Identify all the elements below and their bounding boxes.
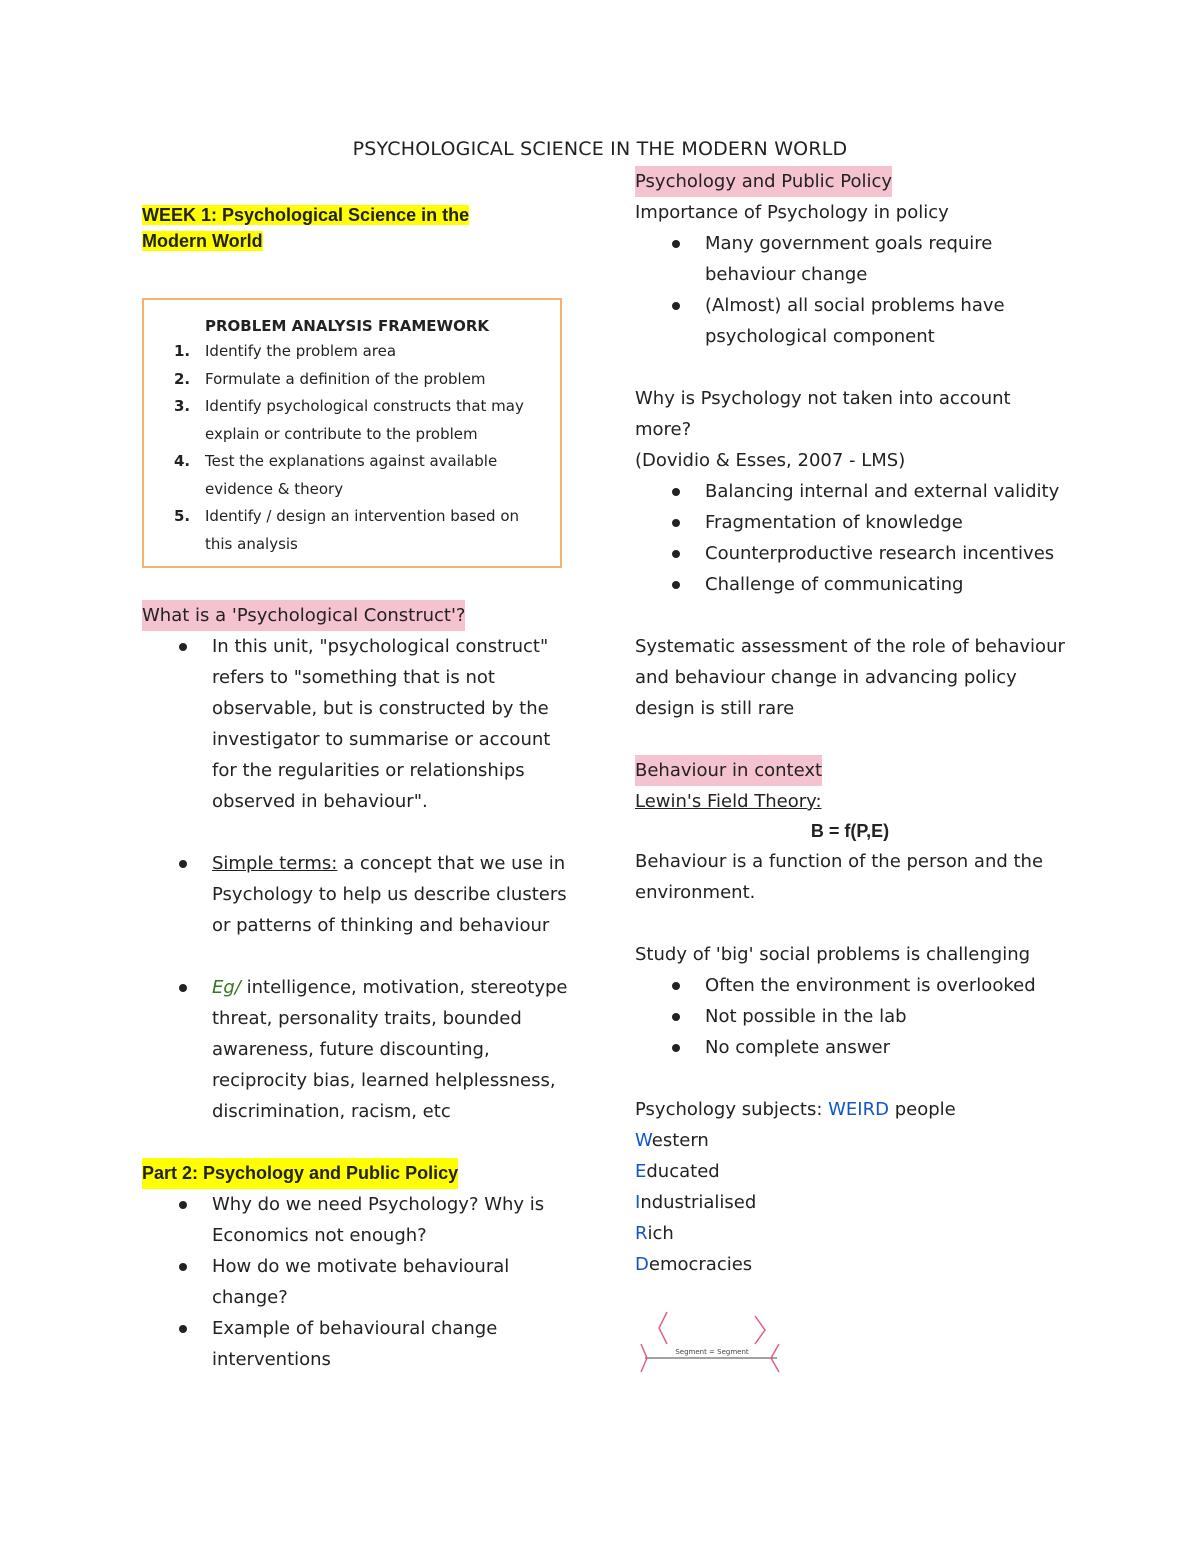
big-problems-text: Study of 'big' social problems is challenging: [635, 944, 1031, 965]
list-item: Challenge of communicating: [635, 569, 1065, 600]
list-item: Why do we need Psychology? Why is Economics not enough?: [142, 1189, 572, 1251]
part2-heading: Part 2: Psychology and Public Policy: [142, 1158, 458, 1189]
week-heading-line1: WEEK 1: Psychological Science in the: [142, 205, 470, 225]
right-arrow-head: [755, 1316, 765, 1344]
list-item: Many government goals require behaviour change: [635, 228, 1065, 290]
problem-analysis-framework-box: [142, 298, 562, 568]
bullet-icon: [179, 1325, 187, 1333]
list-item: Example of behavioural change interventions: [142, 1313, 572, 1375]
muller-lyer-diagram: [637, 1300, 787, 1386]
weird-item: Western: [635, 1130, 709, 1151]
list-item: Counterproductive research incentives: [635, 538, 1065, 569]
spacer: [635, 1063, 1065, 1094]
policy-heading: Psychology and Public Policy: [635, 166, 892, 197]
list-item: In this unit, "psychological construct" refers to "something that is not observable, but is constructed by the investigator to summarise or account for the regularities or relationships observed in behaviour".: [142, 631, 572, 817]
weird-item: Rich: [635, 1223, 674, 1244]
bullet-icon: [672, 488, 680, 496]
context-heading: Behaviour in context: [635, 755, 822, 786]
weird-item: Democracies: [635, 1254, 753, 1275]
spacer: [635, 352, 1065, 383]
document-title: PSYCHOLOGICAL SCIENCE IN THE MODERN WORLD: [352, 138, 848, 160]
list-item: Balancing internal and external validity: [635, 476, 1065, 507]
spacer: [142, 941, 572, 972]
bullet-icon: [672, 581, 680, 589]
bullet-icon: [179, 984, 187, 992]
part2-list: [142, 1189, 572, 1375]
importance-text: Importance of Psychology in policy: [635, 202, 949, 223]
framework-item: 2. Formulate a definition of the problem: [174, 369, 486, 388]
list-item: Simple terms: a concept that we use in Psychology to help us describe clusters or patterns of thinking and behaviour: [142, 848, 572, 941]
week-heading-line2: Modern World: [142, 231, 263, 251]
bullet-icon: [672, 1013, 680, 1021]
list-item: Eg/ intelligence, motivation, stereotype threat, personality traits, bounded awareness, future discounting, reciprocity bias, learned helplessness, discrimination, racism, etc: [142, 972, 572, 1127]
bullet-icon: [672, 1044, 680, 1052]
list-item: Often the environment is overlooked: [635, 970, 1065, 1001]
bullet-icon: [179, 860, 187, 868]
diagram-label: Segment = Segment: [675, 1348, 749, 1356]
construct-heading: What is a 'Psychological Construct'?: [142, 600, 465, 631]
bullet-icon: [672, 519, 680, 527]
left-column: [142, 202, 572, 254]
left-arrow-head: [659, 1312, 667, 1344]
bullet-icon: [672, 550, 680, 558]
spacer: [142, 1127, 572, 1158]
list-item: Not possible in the lab: [635, 1001, 1065, 1032]
why-text: Why is Psychology not taken into account more?: [635, 388, 1011, 440]
left-column-lower: [142, 600, 572, 1375]
big-problems-list: [635, 970, 1065, 1063]
bullet-icon: [179, 643, 187, 651]
list-item: How do we motivate behavioural change?: [142, 1251, 572, 1313]
weird-item: Industrialised: [635, 1192, 757, 1213]
framework-item: 4. Test the explanations against available evidence & theory: [174, 452, 498, 498]
week-heading: [142, 202, 572, 254]
systematic-text: Systematic assessment of the role of behaviour and behaviour change in advancing policy design is still rare: [635, 636, 1065, 719]
framework-item: 1. Identify the problem area: [174, 342, 397, 360]
spacer: [635, 724, 1065, 755]
list-item: Fragmentation of knowledge: [635, 507, 1065, 538]
list-item: (Almost) all social problems have psychological component: [635, 290, 1065, 352]
list-item: No complete answer: [635, 1032, 1065, 1063]
spacer: [635, 908, 1065, 939]
bullet-icon: [672, 302, 680, 310]
citation: (Dovidio & Esses, 2007 - LMS): [635, 450, 906, 471]
why-list: [635, 476, 1065, 600]
construct-list: [142, 631, 572, 1127]
weird-item: Educated: [635, 1161, 720, 1182]
bullet-icon: [179, 1201, 187, 1209]
framework-item: 3. Identify psychological constructs that may explain or contribute to the problem: [174, 397, 524, 443]
formula: B = f(P,E): [810, 821, 890, 841]
spacer: [142, 817, 572, 848]
framework-item: 5. Identify / design an intervention based on this analysis: [174, 507, 520, 553]
bullet-icon: [179, 1263, 187, 1271]
framework-list: [174, 338, 540, 558]
lewin-label: Lewin's Field Theory:: [635, 791, 822, 812]
bullet-icon: [672, 240, 680, 248]
spacer: [635, 600, 1065, 631]
importance-list: [635, 228, 1065, 352]
bullet-icon: [672, 982, 680, 990]
function-text: Behaviour is a function of the person and the environment.: [635, 851, 1044, 903]
right-column: [635, 166, 1065, 1280]
framework-title: PROBLEM ANALYSIS FRAMEWORK: [205, 317, 489, 335]
weird-line: Psychology subjects: WEIRD people: [635, 1099, 956, 1120]
